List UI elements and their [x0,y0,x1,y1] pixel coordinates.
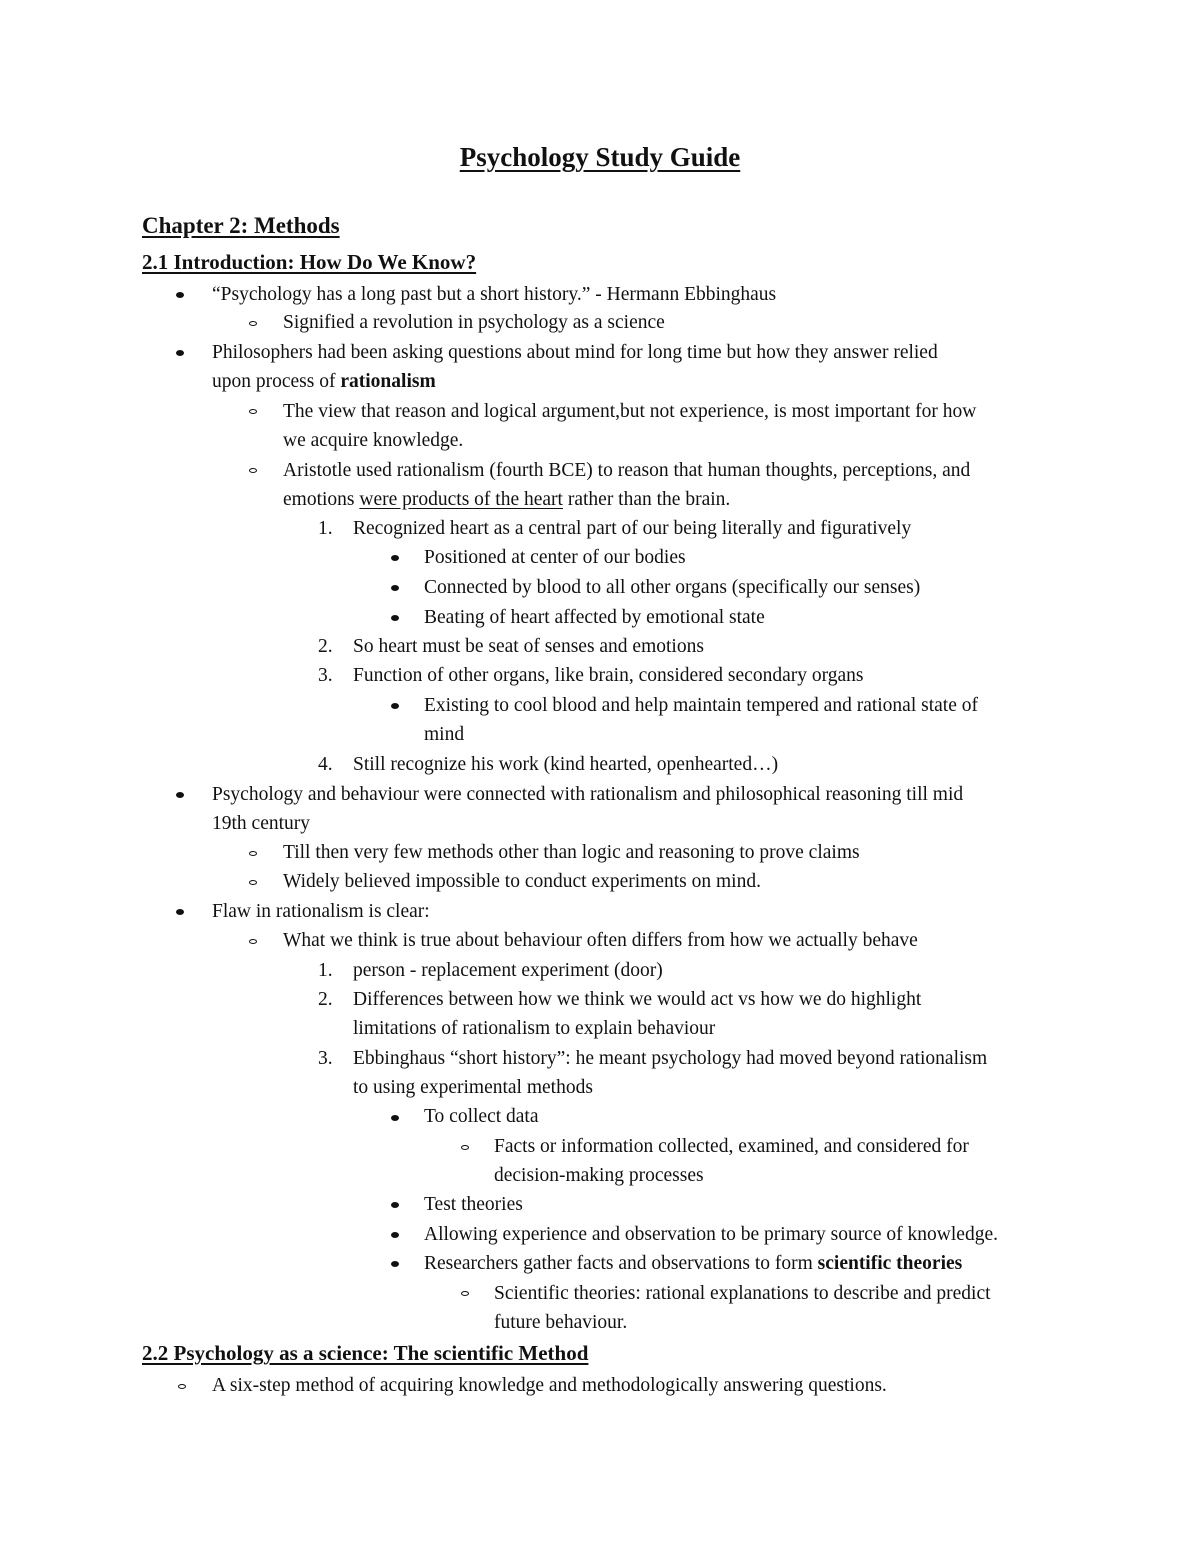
text-run: upon process of [212,371,341,392]
list-item: person - replacement experiment (door) [353,960,663,981]
list-item: Facts or information collected, examined, and considered for [494,1136,969,1157]
section-heading-2-1: 2.1 Introduction: How Do We Know? [142,250,477,274]
list-item: Positioned at center of our bodies [424,547,686,568]
list-number: 3. [318,665,333,686]
bullet-circle-icon [461,1291,469,1296]
bullet-dot-icon [391,585,399,591]
list-item: Existing to cool blood and help maintain tempered and rational state of [424,695,978,716]
list-number: 1. [318,518,333,539]
bullet-dot-icon [391,555,399,561]
bullet-circle-icon [249,851,257,856]
list-item: Test theories [424,1194,523,1215]
bullet-circle-icon [249,409,257,414]
list-number: 4. [318,754,333,775]
list-item-continuation: we acquire knowledge. [283,430,464,451]
list-item: Flaw in rationalism is clear: [212,901,430,922]
list-item: “Psychology has a long past but a short history.” - Hermann Ebbinghaus [212,284,777,305]
list-item-continuation: to using experimental methods [353,1077,593,1098]
list-item-continuation: decision-making processes [494,1165,704,1186]
list-item: Differences between how we think we would act vs how we do highlight [353,989,922,1010]
bullet-dot-icon [391,1232,399,1238]
section-heading-2-2: 2.2 Psychology as a science: The scientific Method [142,1341,589,1365]
list-item: Function of other organs, like brain, considered secondary organs [353,665,864,686]
list-item-continuation: mind [424,724,465,745]
list-item: Allowing experience and observation to be primary source of knowledge. [424,1224,998,1245]
bullet-dot-icon [176,909,184,915]
bullet-circle-icon [249,468,257,473]
list-item: Connected by blood to all other organs (specifically our senses) [424,577,921,598]
list-item: So heart must be seat of senses and emotions [353,636,704,657]
list-item: The view that reason and logical argument,but not experience, is most important for how [283,401,977,422]
list-item: Widely believed impossible to conduct experiments on mind. [283,871,761,892]
bullet-circle-icon [249,880,257,885]
bullet-dot-icon [391,1202,399,1208]
list-item-continuation: 19th century [212,813,311,834]
bold-term: scientific theories [817,1253,963,1274]
list-number: 1. [318,960,333,981]
bullet-dot-icon [176,792,184,798]
document-title: Psychology Study Guide [459,142,741,172]
text-run: emotions [283,489,360,510]
chapter-heading: Chapter 2: Methods [142,213,340,238]
list-item: Still recognize his work (kind hearted, openhearted…) [353,754,779,775]
bullet-dot-icon [391,703,399,709]
list-item-continuation: future behaviour. [494,1312,628,1333]
list-item-continuation [283,485,730,514]
list-item: A six-step method of acquiring knowledge and methodologically answering questions. [212,1375,887,1396]
list-item-continuation [212,367,436,396]
list-item: Signified a revolution in psychology as a science [283,312,665,333]
bullet-dot-icon [176,292,184,298]
underlined-phrase: were products of the heart [359,489,563,510]
list-item: Beating of heart affected by emotional state [424,607,765,628]
list-number: 3. [318,1048,333,1069]
list-item: Aristotle used rationalism (fourth BCE) to reason that human thoughts, perceptions, and [283,460,971,481]
list-item: Till then very few methods other than logic and reasoning to prove claims [283,842,860,863]
list-item: Ebbinghaus “short history”: he meant psychology had moved beyond rationalism [353,1048,988,1069]
text-run: Researchers gather facts and observations to form [424,1253,818,1274]
text-run: rather than the brain. [562,489,731,510]
bullet-circle-icon [249,321,257,326]
bullet-dot-icon [391,615,399,621]
list-item: Scientific theories: rational explanations to describe and predict [494,1283,991,1304]
bullet-dot-icon [391,1115,399,1121]
bold-term: rationalism [340,371,436,392]
list-item: Psychology and behaviour were connected with rationalism and philosophical reasoning till mid [212,784,964,805]
list-item: Recognized heart as a central part of our being literally and figuratively [353,518,912,539]
list-number: 2. [318,636,333,657]
list-item: What we think is true about behaviour often differs from how we actually behave [283,930,918,951]
bullet-dot-icon [176,350,184,356]
bullet-dot-icon [391,1261,399,1267]
list-number: 2. [318,989,333,1010]
list-item: Philosophers had been asking questions about mind for long time but how they answer relied [212,342,938,363]
bullet-circle-icon [178,1384,186,1389]
bullet-circle-icon [461,1145,469,1150]
list-item: To collect data [424,1106,539,1127]
list-item [424,1249,962,1278]
list-item-continuation: limitations of rationalism to explain behaviour [353,1018,716,1039]
bullet-circle-icon [249,939,257,944]
